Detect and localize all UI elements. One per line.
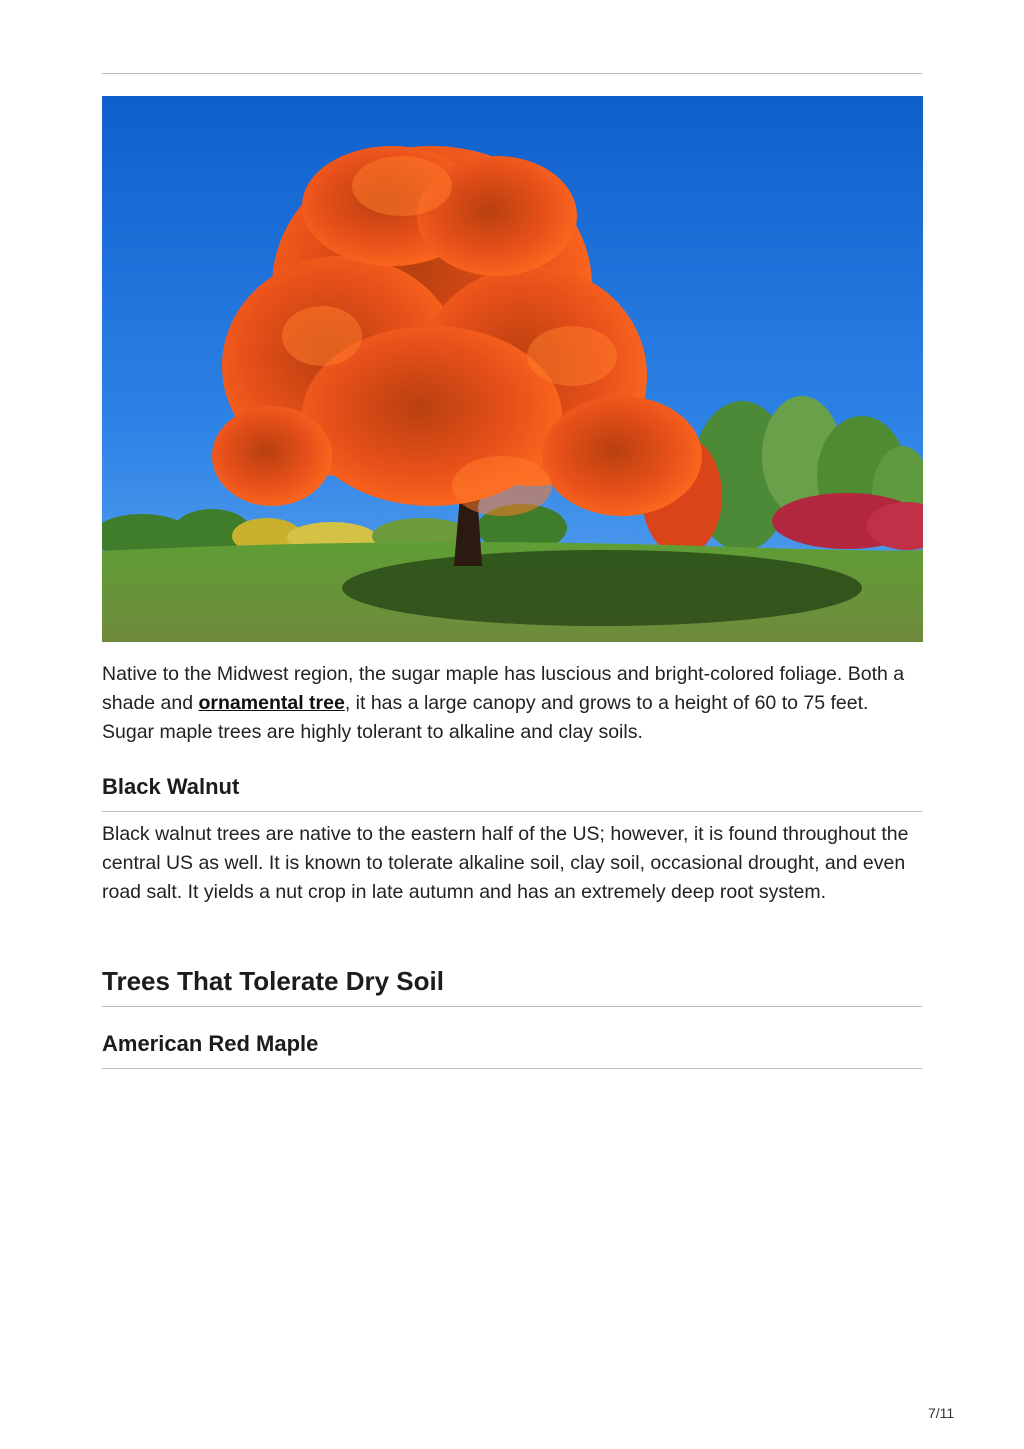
black-walnut-divider — [102, 811, 922, 812]
dry-soil-heading: Trees That Tolerate Dry Soil — [102, 966, 444, 996]
intro-text-end: , it has a large canopy and grows to a height of 60 to 75 feet. Sugar maple trees are highly tolerant to alkaline and clay soils. — [102, 692, 869, 743]
ornamental-tree-link[interactable]: ornamental tree — [198, 692, 345, 714]
page-number: 7/11 — [928, 1405, 955, 1421]
intro-text-start: Native to the Midwest region, the sugar maple has luscious and bright-colored foliage. Both a shade and — [102, 663, 905, 714]
top-divider — [102, 73, 922, 74]
sugar-maple-photo — [102, 96, 923, 642]
american-red-maple-heading: American Red Maple — [102, 1031, 319, 1056]
sugar-maple-paragraph — [102, 660, 924, 747]
black-walnut-heading: Black Walnut — [102, 774, 240, 799]
red-maple-divider — [102, 1068, 922, 1069]
dry-soil-divider — [102, 1006, 922, 1007]
black-walnut-paragraph: Black walnut trees are native to the eastern half of the US; however, it is found throughout the central US as well. It is known to tolerate alkaline soil, clay soil, occasional drought, and even road salt. It yields a nut crop in late autumn and has an extremely deep root system. — [102, 823, 909, 903]
